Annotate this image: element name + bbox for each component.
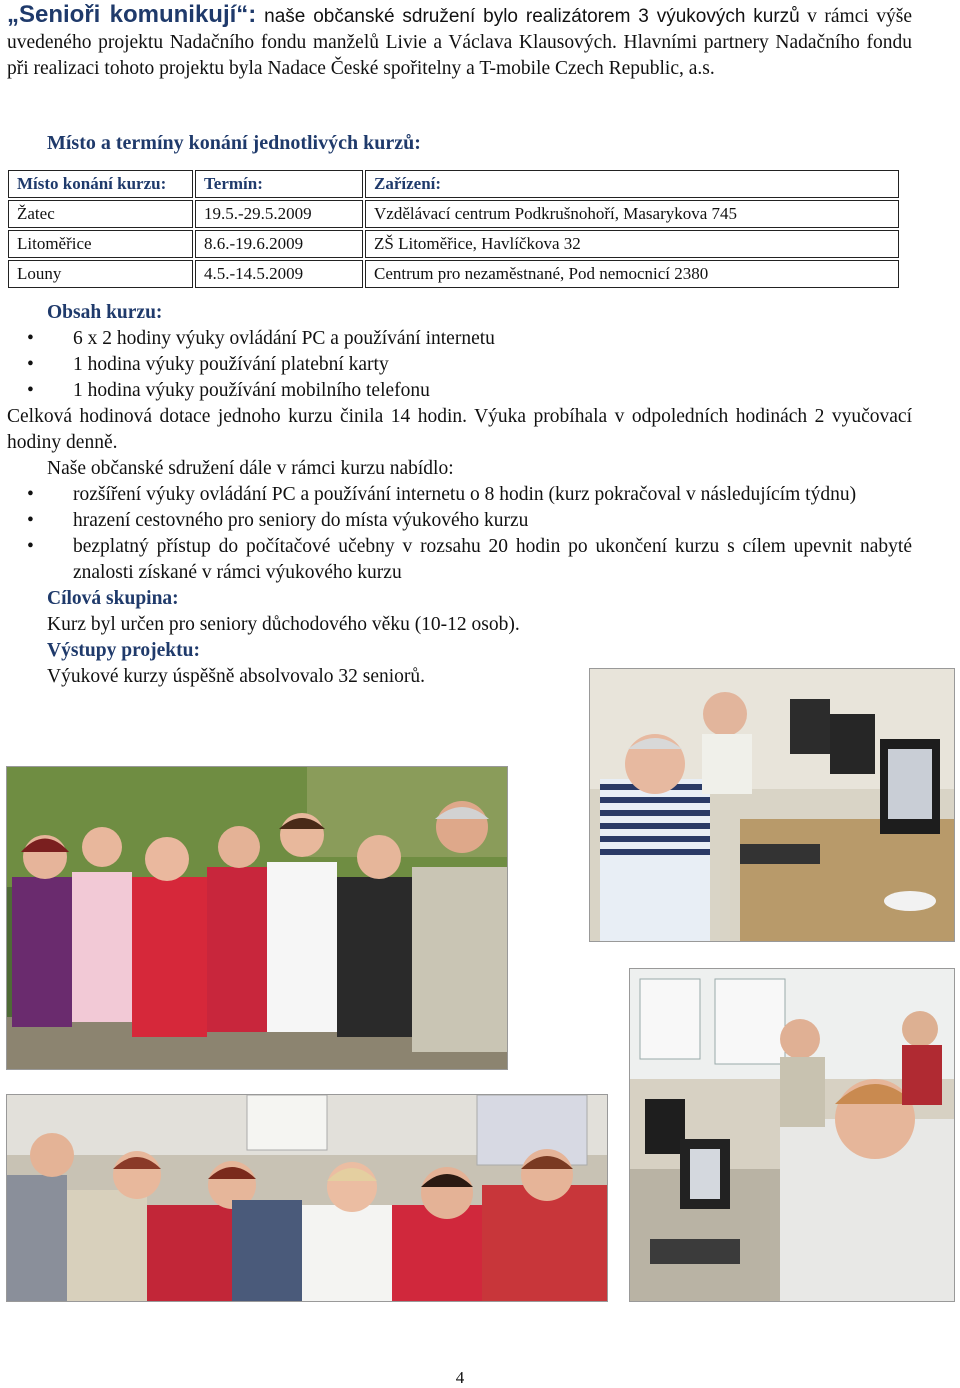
course-list — [7, 326, 912, 404]
hours-text: Celková hodinová dotace jednoho kurzu činila 14 hodin. Výuka probíhala v odpoledních hodinách 2 vyučovací hodiny denně. — [7, 406, 912, 453]
cell-place: Žatec — [8, 200, 193, 228]
intro-lead: „Senioři komunikují“: — [7, 1, 257, 28]
table-row — [8, 260, 899, 288]
cell-place: Louny — [8, 260, 193, 288]
outputs-heading: Výstupy projektu: — [47, 640, 200, 661]
list-item: • rozšíření výuky ovládání PC a používání internetu o 8 hodin (kurz pokračoval v následujícím týdnu) — [7, 482, 912, 508]
cell-place: Litoměřice — [8, 230, 193, 258]
photo-computer-classroom — [629, 968, 955, 1302]
list-item: • hrazení cestovného pro seniory do místa výukového kurzu — [7, 508, 912, 534]
course-heading: Obsah kurzu: — [47, 302, 163, 323]
table-row — [8, 200, 899, 228]
intro-paragraph — [7, 2, 912, 82]
photo-group-indoors — [6, 1094, 608, 1302]
offer-list — [7, 482, 912, 586]
cell-date: 4.5.-14.5.2009 — [195, 260, 363, 288]
cell-facility: Centrum pro nezaměstnané, Pod nemocnicí 2380 — [365, 260, 899, 288]
venues-table — [6, 168, 901, 290]
target-text: Kurz byl určen pro seniory důchodového věku (10-12 osob). — [47, 614, 520, 635]
intro-text: v rámci výše uvedeného projektu Nadačního fondu manželů Livie a Václava Klausových. Hlavními partnery Nadačního fondu při realizaci tohoto projektu byla Nadace České spořitelny a T-mobile Czech Republic, a.s. — [7, 6, 912, 79]
list-item: • bezplatný přístup do počítačové učebny v rozsahu 20 hodin po ukončení kurzu s cílem upevnit nabyté znalosti získané v rámci výukového kurzu — [7, 534, 912, 586]
list-item: • 1 hodina výuky používání mobilního telefonu — [7, 378, 912, 404]
column-header-date: Termín: — [195, 170, 363, 198]
column-header-facility: Zařízení: — [365, 170, 899, 198]
list-item: • 6 x 2 hodiny výuky ovládání PC a používání internetu — [7, 326, 912, 352]
page-number: 4 — [455, 1368, 465, 1387]
cell-date: 8.6.-19.6.2009 — [195, 230, 363, 258]
venues-heading: Místo a termíny konání jednotlivých kurzů: — [47, 132, 421, 154]
column-header-place: Místo konání kurzu: — [8, 170, 193, 198]
cell-facility: Vzdělávací centrum Podkrušnohoří, Masarykova 745 — [365, 200, 899, 228]
photo-seniors-at-computers — [589, 668, 955, 942]
cell-facility: ZŠ Litoměřice, Havlíčkova 32 — [365, 230, 899, 258]
offer-intro: Naše občanské sdružení dále v rámci kurzu nabídlo: — [47, 458, 454, 479]
cell-date: 19.5.-29.5.2009 — [195, 200, 363, 228]
list-item: • 1 hodina výuky používání platební karty — [7, 352, 912, 378]
target-heading: Cílová skupina: — [47, 588, 179, 609]
main-content — [7, 300, 912, 690]
intro-lead-rest: naše občanské sdružení bylo realizátorem 3 výukových kurzů — [256, 6, 800, 27]
outputs-text: Výukové kurzy úspěšně absolvovalo 32 seniorů. — [47, 666, 426, 687]
table-row — [8, 230, 899, 258]
photo-group-outdoors — [6, 766, 508, 1070]
venues-header-row — [8, 170, 899, 198]
